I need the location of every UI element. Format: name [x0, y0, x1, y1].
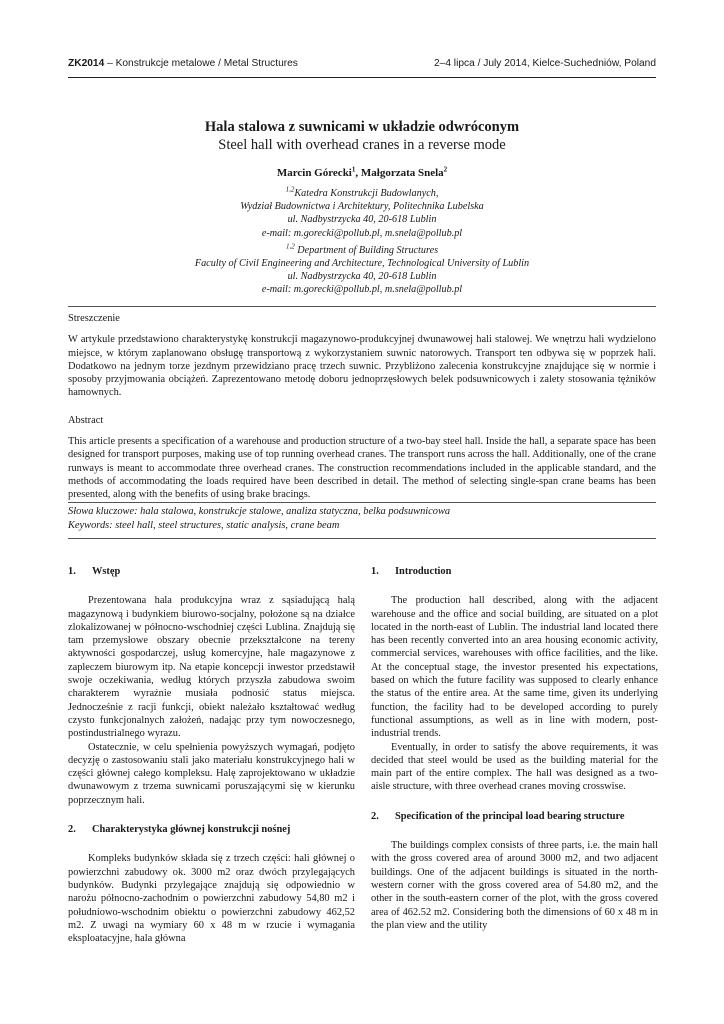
author-1-affiliation-mark: 1: [351, 165, 356, 174]
keywords-section: [68, 502, 656, 539]
section-title: Specification of the principal load bearing structure: [395, 810, 625, 822]
affiliation-en-line-1: [68, 244, 656, 257]
keywords-polish: Słowa kluczowe: hala stalowa, konstrukcje stalowe, analiza statyczna, belka podsuwnicowa: [68, 506, 451, 517]
affiliation-pl-mark: 1,2: [285, 185, 295, 194]
section-2-paragraph-1-en: The buildings complex consists of three parts, i.e. the main hall with the gross covered area of around 3000 m2, and two adjacent buildings. One of the adjacent buildings is situated in the north-western corner with the gross covered area of 54.80 m2, and the other in the south-eastern corner of the plot, with the gross covered area of 462.52 m2. Considering both the dimensions of 60 x 48 m in the plan view and the utility: [371, 840, 658, 931]
author-1: Marcin Górecki: [276, 167, 352, 179]
abstract-section: [68, 306, 656, 516]
abstract-label: Abstract: [68, 414, 104, 426]
section-title: Charakterystyka głównej konstrukcji nośnej: [92, 824, 291, 836]
author-separator: ,: [355, 167, 361, 179]
section-title: Introduction: [395, 566, 452, 577]
streszczenie-text: W artykule przedstawiono charakterystykę konstrukcji magazynowo-produkcyjnej dwunawowej hali stalowej. We wnętrzu hali wydzielono miejsce, w którym zaplanowano obsługę transportową z wykorzystaniem suwnic natorowych. Transport ten odbywa się w poprzek hali. Dodatkowo na jednym torze jezdnym przewidziano pracę trzech suwnic. Przybliżono zalecenia konstrukcyjne znajdujące się w normie i sposoby przyjmowania obciążeń. Zaprezentowano metodę doboru jednoprzęsłowych belek podsuwnicowych i zalety stosowania tężników hamownych.: [68, 334, 656, 399]
streszczenie-label: Streszczenie: [68, 313, 120, 324]
affiliation-pl-dept: Katedra Konstrukcji Budowlanych,: [294, 188, 439, 199]
affiliation-pl-email: e-mail: m.gorecki@pollub.pl, m.snela@pollub.pl: [261, 227, 463, 239]
affiliation-pl-faculty: Wydział Budownictwa i Architektury, Politechnika Lubelska: [240, 201, 484, 213]
author-2-affiliation-mark: 2: [443, 165, 448, 174]
section-2-heading-pl: [68, 823, 355, 836]
section-number: 2.: [68, 824, 76, 836]
conference-name: [68, 58, 298, 69]
affiliation-en-email: e-mail: m.gorecki@pollub.pl, m.snela@pollub.pl: [261, 284, 463, 296]
running-header: [68, 58, 656, 78]
section-title: Wstęp: [92, 566, 121, 577]
conference-code: ZK2014: [68, 58, 105, 69]
keywords-english: Keywords: steel hall, steel structures, static analysis, crane beam: [68, 519, 340, 531]
right-column-english: [371, 565, 658, 932]
abstract-text: This article presents a specification of a warehouse and production structure of a two-bay steel hall. Inside the hall, a separate space has been designed for transport purposes, making use of top running overhead cranes. The transport runs across the hall. Additionally, one of the crane runways is meant to accommodate three overhead cranes. The construction recommendations included in the applicable standard, and the methods of accommodating the loads required have been described in detail. The method of selecting single-span crane beams has been presented, along with the benefits of using brake bracings.: [68, 436, 656, 501]
section-2-paragraph-1-pl: Kompleks budynków składa się z trzech części: hali głównej o powierzchni zabudowy ok. 3000 m2 oraz dwóch przylegających budynków. Budynki przylegające znajdują się odpowiednio w narożu północno-zachodnim o powierzchni zabudowy 54,80 m2 i południowo-wschodnim obiektu o powierzchni zabudowy 462,52 m2. Z uwagi na wymiary 60 x 48 m w rzucie i wymagania eksploatacyjne, hala główna: [68, 853, 355, 945]
section-1-heading-pl: [68, 565, 355, 578]
section-number: 1.: [68, 566, 76, 577]
section-1-paragraph-2-en: Eventually, in order to satisfy the above requirements, it was decided that steel would be used as the building material for the main part of the entire complex. The hall was designed as a two-aisle structure, with three overhead cranes moving crosswise.: [371, 741, 658, 793]
affiliation-pl-line-1: [68, 187, 656, 200]
section-2-heading-en: [371, 810, 658, 823]
affiliation-en-faculty: Faculty of Civil Engineering and Architecture, Technological University of Lublin: [194, 258, 530, 270]
affiliation-pl-address: ul. Nadbystrzycka 40, 20-618 Lublin: [287, 214, 437, 226]
section-1-paragraph-2-pl: Ostatecznie, w celu spełnienia powyższych wymagań, podjęto decyzję o zastosowaniu stali jako materiału konstrukcyjnego hali w części głównej całego kompleksu. Halę zaprojektowano w układzie dwunawowym z trzema suwnicami poruszającymi się w kierunku poprzecznym hali.: [68, 741, 355, 806]
section-1-heading-en: [371, 565, 658, 578]
affiliation-en-mark: 1,2: [285, 242, 295, 251]
affiliation-en-dept: Department of Building Structures: [294, 244, 439, 256]
section-number: 2.: [371, 810, 379, 822]
section-1-paragraph-1-en: The production hall described, along with the adjacent warehouse and the office and social building, are situated on a plot located in the north-east of Lublin. The industrial land located there has been recently converted into an area housing economic activity, commercial services, warehouses with office facilities, and the like. At the conceptual stage, the investor presented his expectations, based on which the future facility was supposed to clearly enhance the status of the entire area. At the same time, given its underlying function, the facility had to be developed according to purely functional assumptions, as well as in line with modern, post-industrial trends.: [371, 595, 658, 740]
left-column-polish: [68, 565, 355, 945]
section-1-paragraph-1-pl: Prezentowana hala produkcyjna wraz z sąsiadującą halą magazynową i budynkiem biurowo-socjalny, położone są na działce zlokalizowanej w północno-wschodniej części Lublina. Znajdują się tam przemysłowe obszary obecnie przekształcone na tereny aktywności gospodarczej, usług komercyjne, hale magazynowe z zapleczem biurowym itp. Na etapie koncepcji inwestor przedstawił swoje oczekiwania, według których przyszła zabudowa swoim charakterem wyraźnie musiała podnosić status miejsca. Jednocześnie z racji funkcji, obiekt należało kształtować według czysto funkcjonalnych założeń, nadając przy tym nowoczesnego, postindustrialnego wyrazu.: [68, 595, 355, 740]
section-number: 1.: [371, 566, 379, 577]
author-list: [68, 166, 656, 181]
title-polish: Hala stalowa z suwnicami w układzie odwróconym: [204, 119, 520, 135]
title-block: [68, 118, 656, 297]
affiliation-en-address: ul. Nadbystrzycka 40, 20-618 Lublin: [287, 271, 437, 283]
author-2: Małgorzata Snela: [360, 167, 444, 179]
affiliation-english: [68, 244, 656, 297]
title-english: Steel hall with overhead cranes in a reverse mode: [218, 137, 506, 153]
conference-date-place: 2–4 lipca / July 2014, Kielce-Suchedniów, Poland: [433, 58, 656, 69]
affiliation-polish: [68, 187, 656, 240]
conference-subtitle: – Konstrukcje metalowe / Metal Structures: [104, 58, 298, 69]
